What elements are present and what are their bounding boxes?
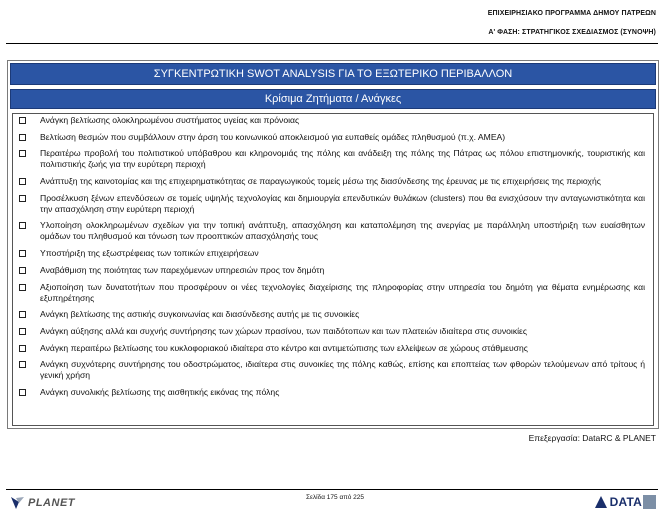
checkbox-bullet-icon [19,267,26,274]
list-item [19,282,645,304]
planet-logo [10,496,75,510]
list-item [19,176,645,187]
checkbox-bullet-icon [19,117,26,124]
list-item-text: Ανάγκη αύξησης αλλά και συχνής συντήρησης των χώρων πρασίνου, των παιδότοπων και των πλατειών ιδιαίτερα στις συνοικίες [40,325,528,336]
checkbox-bullet-icon [19,150,26,157]
footer-divider [6,489,658,490]
list-item-text: Ανάγκη συχνότερης συντήρησης του οδοστρώματος, ιδιαίτερα στις συνοικίες της πόλης καθώς, επίσης και εποπτείας των φθορών τελούμενων από τρίτους ή γενική χρήση [40,359,645,381]
header-phase-title: Α' ΦΑΣΗ: ΣΤΡΑΤΗΓΙΚΟΣ ΣΧΕΔΙΑΣΜΟΣ (ΣΥΝΟΨΗ) [488,29,656,36]
source-note: Επεξεργασία: DataRC & PLANET [528,433,656,443]
header-program-title: ΕΠΙΧΕΙΡΗΣΙΑΚΟ ΠΡΟΓΡΑΜΜΑ ΔΗΜΟΥ ΠΑΤΡΕΩΝ [487,10,656,17]
data-logo-icon [594,495,608,509]
list-item [19,343,645,354]
list-item [19,326,645,337]
checkbox-bullet-icon [19,178,26,185]
checkbox-bullet-icon [19,284,26,291]
list-item-text: Βελτίωση θεσμών που συμβάλλουν στην άρση του κοινωνικού αποκλεισμού για ευπαθείς ομάδες πληθυσμού (π.χ. ΑΜΕΑ) [40,131,506,142]
checkbox-bullet-icon [19,222,26,229]
data-logo-mark [643,495,656,509]
checkbox-bullet-icon [19,328,26,335]
checkbox-bullet-icon [19,311,26,318]
list-item-text: Ανάγκη βελτίωσης ολοκληρωμένου συστήματος υγείας και πρόνοιας [40,115,300,125]
list-item-text: Αναβάθμιση της ποιότητας των παρεχόμενων υπηρεσιών προς τον δημότη [40,264,325,275]
checkbox-bullet-icon [19,389,26,396]
swot-table-title: ΣΥΓΚΕΝΤΡΩΤΙΚΗ SWOT ANALYSIS ΓΙΑ ΤΟ ΕΞΩΤΕΡΙΚΟ ΠΕΡΙΒΑΛΛΟΝ [10,63,656,85]
list-item-text: Ανάγκη περαιτέρω βελτίωσης του κυκλοφοριακού ιδιαίτερα στο κέντρο και αντιμετώπισης των ελλείψεων σε χώρους στάθμευσης [40,342,528,353]
list-item [19,387,645,398]
list-item-text: Ανάπτυξη της καινοτομίας και της επιχειρηματικότητας σε παραγωγικούς τομείς μέσω της διασύνδεσης της έρευνας με τις επιχειρήσεις της περιοχής [40,176,601,187]
list-item [19,248,645,259]
page-number: Σελίδα 175 από 225 [306,494,364,501]
checkbox-bullet-icon [19,250,26,257]
list-item-text: Προσέλκυση ξένων επενδύσεων σε τομείς υψηλής τεχνολογίας και δημιουργία επενδυτικών θυλάκων (clusters) που θα ενισχύσουν την ανταγωνιστικότητα και την απασχόληση στην ευρύτερη περιοχή [40,192,645,214]
list-item [19,115,645,126]
list-item [19,265,645,276]
planet-logo-text: PLANET [28,497,75,509]
list-item-text: Ανάγκη συνολικής βελτίωσης της αισθητικής εικόνας της πόλης [40,386,280,397]
header-divider [6,43,658,44]
list-item [19,309,645,320]
list-item [19,193,645,215]
list-item-text: Αξιοποίηση των δυνατοτήτων που προσφέρουν οι νέες τεχνολογίες διαχείρισης της πληροφορίας στην υπηρεσία του δημότη για θέματα ενημέρωσης και εξυπηρέτησης [40,281,645,303]
swot-table [7,60,659,429]
checkbox-bullet-icon [19,361,26,368]
checkbox-bullet-icon [19,195,26,202]
list-item-text: Υποστήριξη της εξωστρέφειας των τοπικών επιχειρήσεων [40,248,259,259]
list-item [19,220,645,242]
list-item-text: Υλοποίηση ολοκληρωμένων σχεδίων για την τοπική ανάπτυξη, απασχόληση και καταπολέμηση της ανεργίας με παράλληλη υποστήριξη των ευαίσθητων ομάδων του πληθυσμού και τόνωση των προοπτικών απασχόλησής τους [40,220,645,242]
data-logo-text: DATA [609,495,642,509]
planet-logo-icon [10,496,26,510]
checkbox-bullet-icon [19,134,26,141]
checkbox-bullet-icon [19,345,26,352]
data-logo [594,495,656,509]
list-item [19,359,645,381]
issues-list [12,113,654,426]
list-item-text: Περαιτέρω προβολή του πολιτιστικού υπόβαθρου και κληρονομιάς της πόλης και ανάδειξη της πόλης της Πάτρας ως πόλου επιστημονικής, τουριστικής και πολιτιστικής ζωής για την ευρύτερη περιοχή [40,148,645,170]
list-item [19,132,645,143]
list-item [19,148,645,170]
list-item-text: Ανάγκη βελτίωσης της αστικής συγκοινωνίας και διασύνδεσης αυτής με τις συνοικίες [40,309,360,320]
swot-table-subtitle: Κρίσιμα Ζητήματα / Ανάγκες [10,89,656,109]
